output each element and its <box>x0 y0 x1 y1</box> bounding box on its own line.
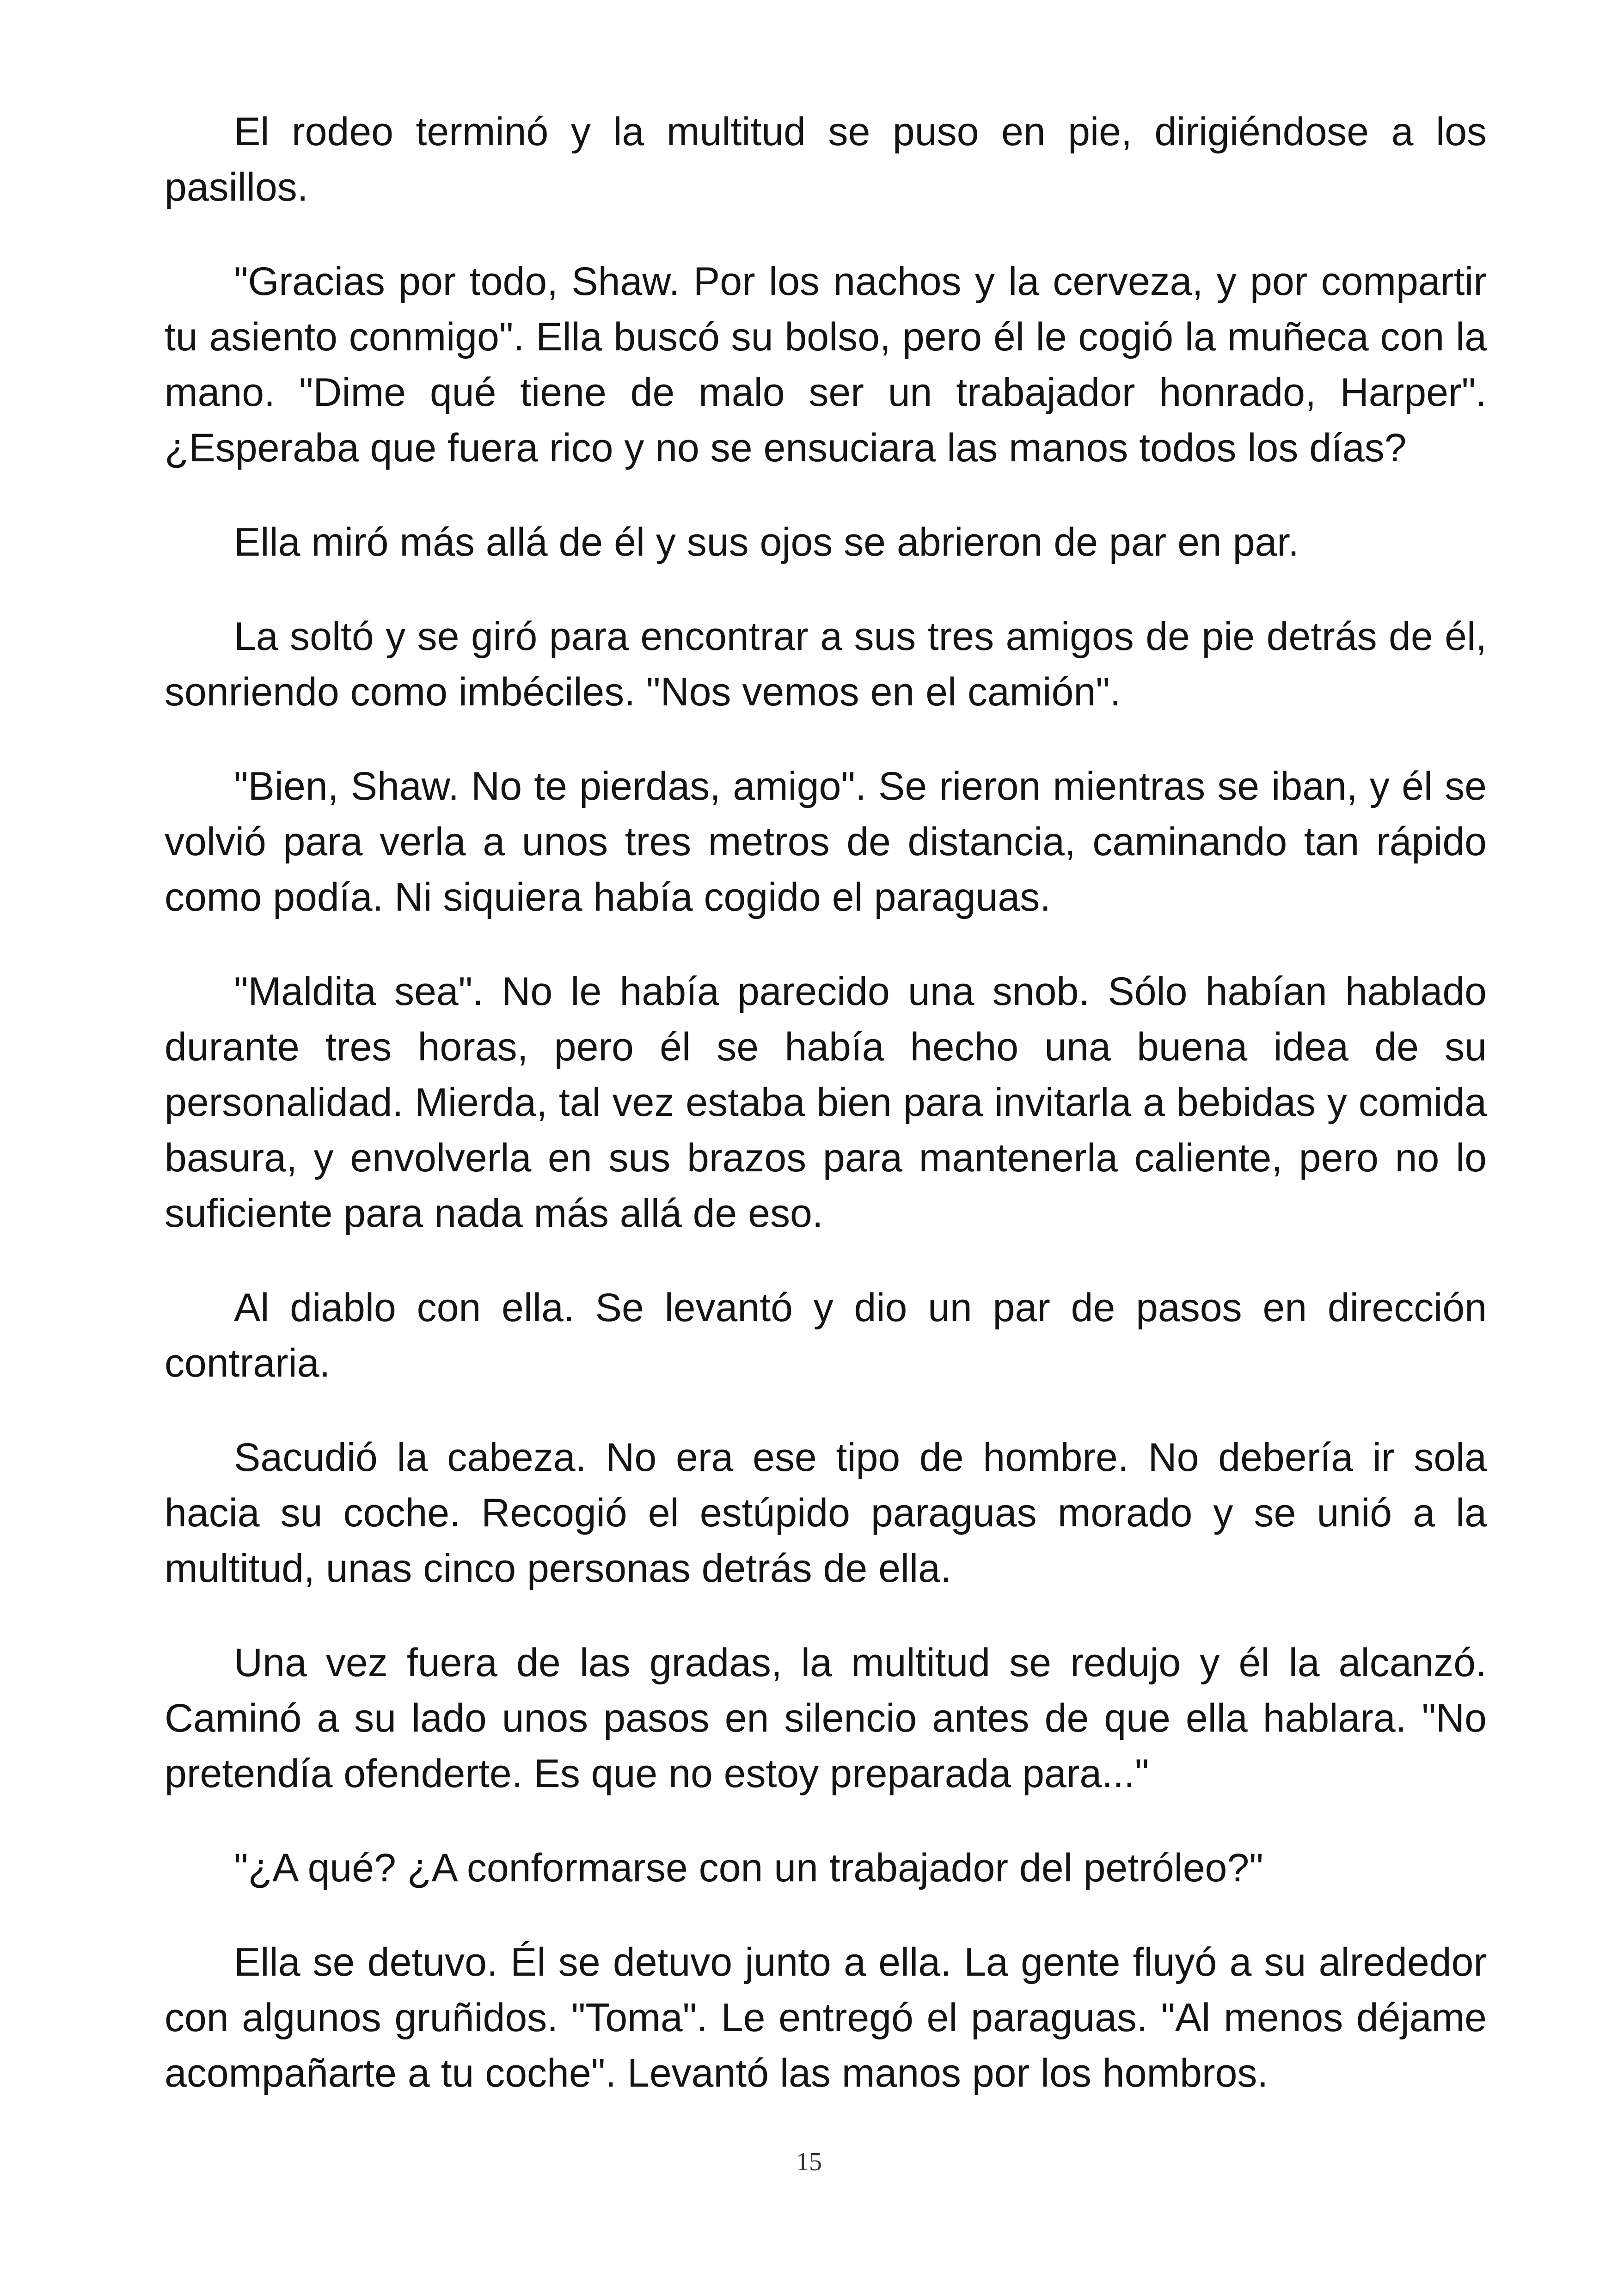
paragraph: Al diablo con ella. Se levantó y dio un par de pasos en dirección contraria. <box>165 1286 1487 1385</box>
paragraph: Sacudió la cabeza. No era ese tipo de hombre. No debería ir sola hacia su coche. Recogió el estúpido paraguas morado y se unió a la multitud, unas cinco personas detrás de ella. <box>165 1435 1487 1591</box>
page-number: 15 <box>796 2148 822 2176</box>
paragraph: La soltó y se giró para encontrar a sus tres amigos de pie detrás de él, sonriendo como imbéciles. "Nos vemos en el camión". <box>165 614 1487 714</box>
paragraph: Una vez fuera de las gradas, la multitud se redujo y él la alcanzó. Caminó a su lado unos pasos en silencio antes de que ella hablara. "No pretendía ofenderte. Es que no estoy preparada para..." <box>165 1641 1487 1796</box>
paragraph: El rodeo terminó y la multitud se puso en pie, dirigiéndose a los pasillos. <box>165 110 1487 209</box>
paragraph: "¿A qué? ¿A conformarse con un trabajador del petróleo?" <box>234 1846 1263 1890</box>
paragraph: "Bien, Shaw. No te pierdas, amigo". Se rieron mientras se iban, y él se volvió para verla a unos tres metros de distancia, caminando tan rápido como podía. Ni siquiera había cogido el paraguas. <box>165 764 1487 919</box>
paragraph: Ella se detuvo. Él se detuvo junto a ella. La gente fluyó a su alrededor con algunos gruñidos. "Toma". Le entregó el paraguas. "Al menos déjame acompañarte a tu coche". Levantó las manos por los hombros. <box>165 1940 1487 2095</box>
paragraph: "Gracias por todo, Shaw. Por los nachos y la cerveza, y por compartir tu asiento conmigo". Ella buscó su bolso, pero él le cogió la muñeca con la mano. "Dime qué tiene de malo ser un trabajador honrado, Harper". ¿Esperaba que fuera rico y no se ensuciara las manos todos los días? <box>165 259 1487 470</box>
body-text <box>165 104 1487 2140</box>
paragraph: Ella miró más allá de él y sus ojos se abrieron de par en par. <box>234 520 1299 564</box>
paragraph: "Maldita sea". No le había parecido una snob. Sólo habían hablado durante tres horas, pero él se había hecho una buena idea de su personalidad. Mierda, tal vez estaba bien para invitarla a bebidas y comida basura, y envolverla en sus brazos para mantenerla caliente, pero no lo suficiente para nada más allá de eso. <box>165 969 1487 1236</box>
